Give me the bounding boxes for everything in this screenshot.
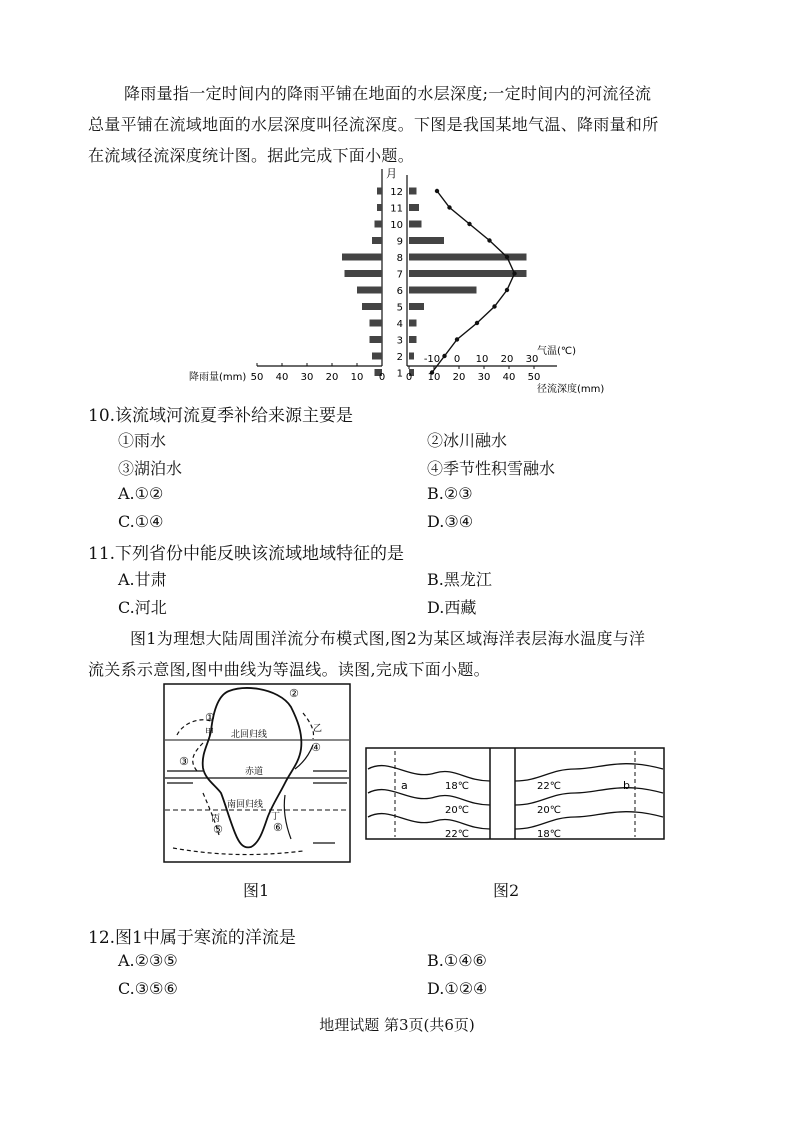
rainfall-bar [370,320,383,327]
temperature-point [435,189,439,193]
figure-2-isotherms [365,747,665,840]
fig2-point-b: b [623,779,630,792]
fig1-south-tropic-label: 南回归线 [227,800,264,810]
q11-option-b[interactable]: B.黑龙江 [427,570,492,589]
temperature-tick-label: -10 [423,354,441,365]
month-tick-label: 8 [396,253,403,264]
rainfall-bar [342,254,382,261]
temperature-line [432,191,515,373]
fig2-left-t2: 20℃ [445,805,469,816]
q10-item-1: ①雨水 [118,431,167,450]
q12-option-b[interactable]: B.①④⑥ [427,951,487,970]
rainfall-tick-label: 0 [378,372,386,383]
fig1-label-2: ② [289,687,299,700]
fig1-label-6: ⑥ [273,821,283,834]
temperature-tick-label: 20 [500,354,514,365]
rainfall-bar [372,237,382,244]
runoff-bar [409,353,414,360]
runoff-tick-label: 10 [427,372,441,383]
rainfall-bar [372,353,382,360]
runoff-tick-label: 40 [502,372,516,383]
intro-paragraph-1 [88,78,718,171]
fig1-label-4: ④ [311,741,321,754]
figure-2-caption: 图2 [493,881,520,900]
climate-runoff-chart [185,165,605,395]
month-tick-label: 3 [396,335,403,347]
chart-svg [185,165,605,395]
fig2-left-t1: 18℃ [445,781,469,792]
runoff-bar [409,287,477,294]
runoff-bar [409,188,417,195]
runoff-bar [409,320,417,327]
temperature-point [492,304,496,308]
figure-1-caption: 图1 [243,881,270,900]
runoff-bar [409,336,417,343]
temperature-tick-label: 0 [453,354,461,365]
fig1-label-bing: 丙 [211,814,221,824]
rainfall-bar [375,221,383,228]
intro-line-1: 降雨量指一定时间内的降雨平铺在地面的水层深度;一定时间内的河流径流 [124,84,652,103]
q11-option-d[interactable]: D.西藏 [427,598,477,617]
fig1-label-ding: 丁 [271,812,281,822]
intro2-line-1: 图1为理想大陆周围洋流分布模式图,图2为某区域海洋表层海水温度与洋 [130,629,646,648]
q12-option-c[interactable]: C.③⑤⑥ [118,979,178,998]
runoff-tick-label: 50 [527,372,541,383]
fig1-label-3: ③ [179,755,189,768]
temperature-point [505,255,509,259]
q12-option-d[interactable]: D.①②④ [427,979,488,998]
intro-line-3: 在流域径流深度统计图。据此完成下面小题。 [88,146,415,165]
month-tick-label: 1 [396,368,403,380]
fig1-label-yi: 乙 [313,724,323,734]
figure-1-ocean-currents [163,683,351,863]
fig1-label-5: ⑤ [213,823,223,836]
month-tick-label: 4 [396,319,403,330]
fig1-equator-label: 赤道 [245,767,264,777]
rainfall-bar [370,336,383,343]
q11-stem: 11.下列省份中能反映该流域地域特征的是 [88,544,405,564]
runoff-axis-title: 径流深度(mm) [537,384,605,395]
intro-line-2: 总量平铺在流域地面的水层深度叫径流深度。下图是我国某地气温、降雨量和所 [88,115,659,134]
intro-paragraph-2 [88,623,718,685]
rainfall-tick-label: 10 [350,372,364,383]
fig2-right-t1: 22℃ [537,781,561,792]
runoff-tick-label: 30 [477,372,491,383]
runoff-bar [409,204,419,211]
fig2-right-t3: 18℃ [537,829,561,840]
fig1-label-1: ① [205,711,215,724]
runoff-bar [409,237,444,244]
page-footer: 地理试题 第3页(共6页) [319,1016,475,1034]
temperature-point [442,354,446,358]
q12-option-a[interactable]: A.②③⑤ [118,951,178,970]
month-tick-label: 9 [396,236,403,248]
temperature-point [475,321,479,325]
runoff-bar [409,303,424,310]
rainfall-tick-label: 40 [275,372,289,383]
q10-option-a[interactable]: A.①② [118,484,164,503]
month-tick-label: 10 [390,220,403,231]
runoff-bar [409,270,527,277]
temperature-point [512,271,516,275]
month-tick-label: 7 [396,269,403,281]
rainfall-tick-label: 30 [300,372,314,383]
q10-item-4: ④季节性积雪融水 [427,459,556,478]
temperature-point [487,238,491,242]
intro2-line-2: 流关系示意图,图中曲线为等温线。读图,完成下面小题。 [88,660,490,679]
q11-option-c[interactable]: C.河北 [118,598,167,617]
rainfall-bar [362,303,382,310]
runoff-tick-label: 0 [405,372,413,383]
fig2-left-t3: 22℃ [445,829,469,840]
rainfall-bar [357,287,382,294]
temperature-point [447,205,451,209]
rainfall-tick-label: 20 [325,372,339,383]
month-tick-label: 6 [396,286,403,297]
fig1-label-jia: 甲 [205,728,215,738]
q10-option-b[interactable]: B.②③ [427,484,473,503]
runoff-tick-label: 20 [452,372,466,383]
temperature-axis-title: 气温(℃) [537,346,577,357]
rainfall-bar [377,204,382,211]
rainfall-bar [345,270,383,277]
q10-item-2: ②冰川融水 [427,431,508,450]
fig1-north-tropic-label: 北回归线 [231,730,268,740]
temperature-tick-label: 10 [475,354,489,365]
temperature-point [455,337,459,341]
temperature-point [505,288,509,292]
month-tick-label: 2 [396,352,403,363]
month-tick-label: 5 [396,302,403,314]
q10-option-c[interactable]: C.①④ [118,512,164,531]
fig2-right-t2: 20℃ [537,805,561,816]
month-tick-label: 12 [390,187,403,198]
q11-option-a[interactable]: A.甘肃 [118,570,167,589]
temperature-tick-label: 30 [525,354,539,365]
runoff-bar [409,221,422,228]
rainfall-axis-title: 降雨量(mm) [189,372,247,383]
temperature-point [467,222,471,226]
q12-stem: 12.图1中属于寒流的洋流是 [88,928,296,948]
rainfall-tick-label: 50 [250,372,264,383]
y-axis-label-month: 月 [386,167,397,180]
q10-stem: 10.该流域河流夏季补给来源主要是 [88,406,354,426]
month-tick-label: 11 [390,203,403,215]
rainfall-bar [377,188,382,195]
fig2-point-a: a [401,779,408,792]
q10-option-d[interactable]: D.③④ [427,512,474,531]
q10-item-3: ③湖泊水 [118,459,183,478]
